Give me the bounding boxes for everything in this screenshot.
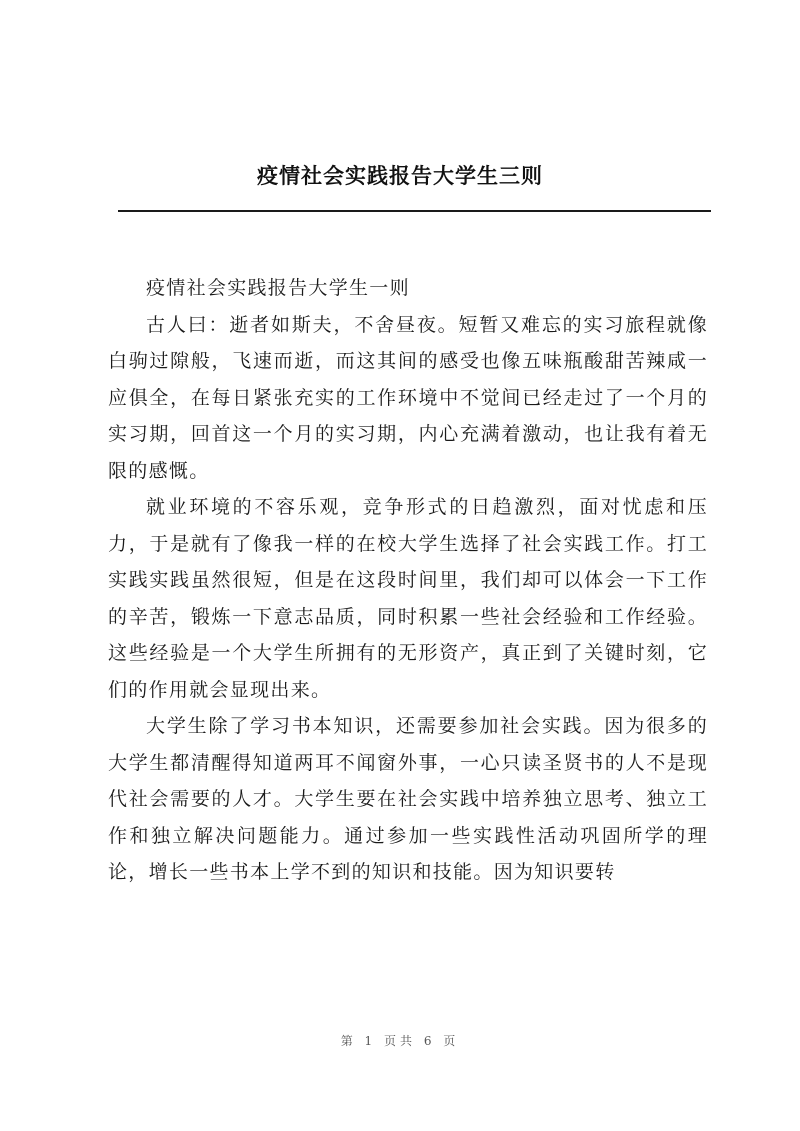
page-number-footer: 第 1 页共 6 页 (340, 1034, 460, 1048)
paragraph-subtitle: 疫情社会实践报告大学生一则 (146, 277, 410, 299)
paragraph-1: 古人曰：逝者如斯夫，不舍昼夜。短暂又难忘的实习旅程就像白驹过隙般，飞速而逝，而这其间的感受也像五味瓶酸甜苦辣咸一应俱全，在每日紧张充实的工作环境中不觉间已经走过了一个月的实习期，回首这一个月的实习期，内心充满着激动，也让我有着无限的感慨。 (108, 313, 708, 482)
paragraph-2: 就业环境的不容乐观，竞争形式的日趋激烈，面对忧虑和压力，于是就有了像我一样的在校大学生选择了社会实践工作。打工实践实践虽然很短，但是在这段时间里，我们却可以体会一下工作的辛苦，锻炼一下意志品质，同时积累一些社会经验和工作经验。这些经验是一个大学生所拥有的无形资产，真正到了关键时刻，它们的作用就会显现出来。 (108, 496, 708, 701)
document-title: 疫情社会实践报告大学生三则 (257, 163, 543, 188)
document-body (108, 270, 708, 891)
paragraph-3: 大学生除了学习书本知识，还需要参加社会实践。因为很多的大学生都清醒得知道两耳不闻窗外事，一心只读圣贤书的人不是现代社会需要的人才。大学生要在社会实践中培养独立思考、独立工作和独立解决问题能力。通过参加一些实践性活动巩固所学的理论，增长一些书本上学不到的知识和技能。因为知识要转 (108, 715, 708, 883)
title-underline (118, 210, 711, 212)
